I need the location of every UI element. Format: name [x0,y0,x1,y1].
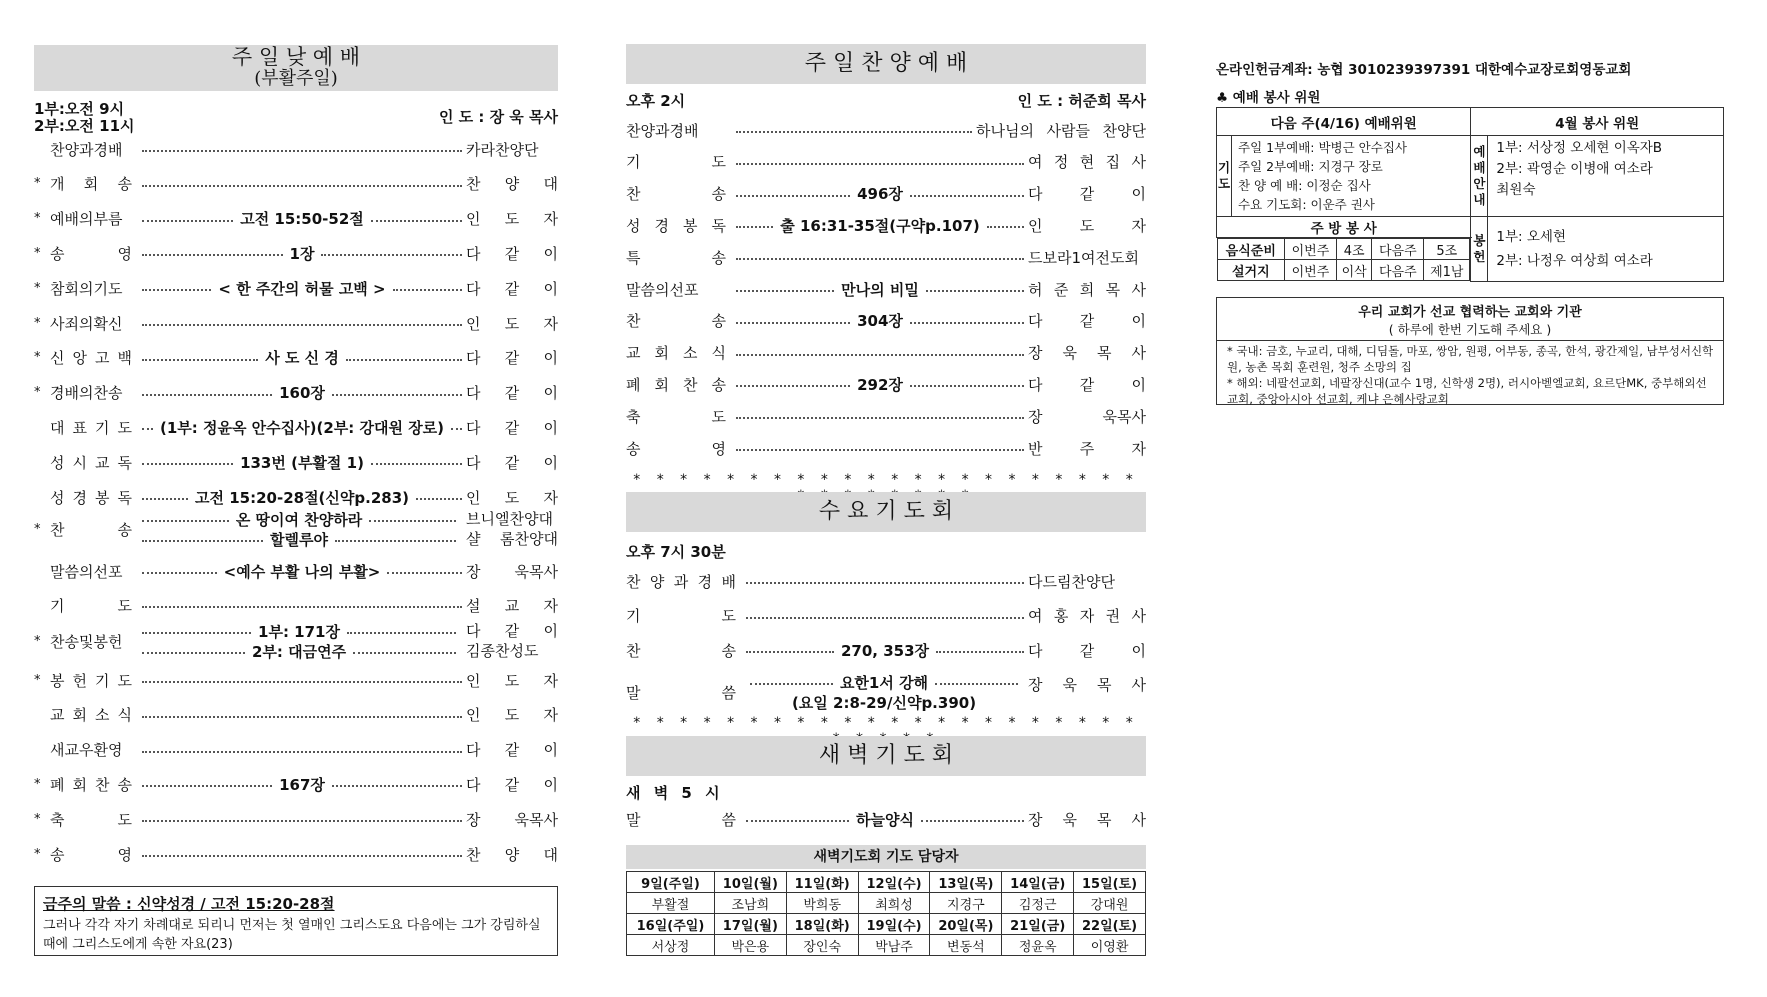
serve-assignment: 1부: 오세현 [1496,228,1566,245]
prayer-person-cell: 박희동 [786,893,858,914]
required-star: * [34,521,41,537]
weekly-word-title: 금주의 말씀 : 신약성경 / 고전 15:20-28절 [43,895,335,913]
praise-item-3-row [626,214,1146,236]
sunday-item-10-content: 고전 15:20-28절(신약p.283) [195,488,409,507]
praise-item-3-label: 성 경 봉 독 [626,216,726,235]
sunday-item-8-row [34,416,558,438]
praise-item-1-row [626,151,1146,173]
sunday-hymn-row [34,509,558,549]
prayer-person-cell: 최희성 [858,893,930,914]
praise-item-2-label: 찬 송 [626,185,726,204]
required-star: * [34,811,41,827]
sunday-closing-3-content: 167장 [279,775,325,794]
prayer-person-cell: 정윤옥 [1002,935,1074,956]
leader-dots [451,428,462,430]
prayer-person-cell: 조남희 [714,893,786,914]
required-star: * [34,385,41,401]
leader-dots [142,324,462,326]
leader-dots [387,572,462,574]
prayer-person-cell: 이영환 [1074,935,1146,956]
required-star: * [34,776,41,792]
sunday-closing-3-row [34,773,558,795]
leader-dots [736,258,1024,260]
wednesday-item-1-row [626,605,1146,627]
leader-dots [142,359,258,361]
required-star: * [34,280,41,296]
leader-dots [736,449,1024,451]
required-star: * [34,245,41,261]
leader-dots [142,394,272,396]
praise-item-6-person: 다 같 이 [1028,312,1146,331]
dawn-header [626,736,1146,776]
prayer-person-cell: 강대원 [1074,893,1146,914]
prayer-person-cell: 서상정 [627,935,715,956]
leader-dots [746,651,834,653]
praise-item-10-person: 반 주 자 [1028,439,1146,458]
leader-dots [746,582,1024,584]
leader-dots [926,290,1024,292]
prayer-person-cell: 변동석 [930,935,1002,956]
sunday-item-8-label: 대 표 기 도 [50,418,132,437]
prayer-date-cell: 21일(금) [1002,914,1074,935]
praise-item-8-row [626,373,1146,395]
prayer-duty-row [627,935,1146,956]
kitchen-cell: 다음주 [1372,239,1424,260]
sunday-closing-0-row [34,669,558,691]
praise-item-3-content: 출 16:31-35절(구약p.107) [780,216,980,235]
leader-dots [142,463,233,465]
service-committee-title: ♣ 예배 봉사 위원 [1216,90,1321,106]
wednesday-sermon-ref: (요일 2:8-29/신약p.390) [791,693,977,712]
sunday-item-0-person: 카라찬양단 [466,140,539,159]
praise-item-4-person: 드보라1여전도회 [1028,248,1139,267]
sunday-closing-3-label: 폐 회 찬 송 [50,775,132,794]
guide-list [1488,136,1724,217]
sunday-item-3-row [34,242,558,264]
guide-vertical-label: 예 배 안 내 [1471,136,1488,217]
leader-dots [142,785,272,787]
sunday-item-4-label: 참회의기도 [50,279,123,298]
wednesday-item-2-person: 다 같 이 [1028,641,1147,660]
prayer-duty-row [627,914,1146,935]
praise-item-7-row [626,342,1146,364]
sunday-item-7-label: 경배의찬송 [50,384,123,403]
sunday-service-title: 주 일 낮 예 배 [231,45,361,69]
leader-dots [416,498,462,500]
kitchen-cell: 4조 [1336,239,1372,260]
service-leader: 인 도 : 장 욱 목사 [438,108,558,126]
leader-dots [321,254,462,256]
leader-dots [142,289,211,291]
leader-dots [736,417,1024,419]
online-offering-account: 온라인헌금계좌: 농협 3010239397391 대한예수교장로회영동교회 [1216,62,1632,78]
wednesday-item-1-label: 기 도 [626,607,736,625]
praise-item-2-person: 다 같 이 [1028,185,1146,204]
sunday-hymn-content-1: 온 땅이여 찬양하라 [235,510,363,529]
praise-item-7-person: 장 욱 목 사 [1028,344,1146,363]
sunday-item-1-row [34,173,558,195]
prayer-date-cell: 12일(수) [858,872,930,893]
leader-dots [142,751,462,753]
praise-item-5-person: 허 준 희 목 사 [1028,280,1146,299]
sunday-item-9-row [34,451,558,473]
wednesday-sermon-speaker: 장 욱 목 사 [1028,676,1146,694]
prayer-date-cell: 13일(목) [930,872,1002,893]
prayer-date-cell: 19일(수) [858,914,930,935]
praise-item-0-person: 하나님의 사람들 찬양단 [976,121,1146,140]
service-time-1: 1부:오전 9시 [34,100,125,118]
sunday-closing-5-row [34,843,558,865]
sunday-closing-0-person: 인 도 자 [466,671,558,690]
wednesday-item-2-row [626,639,1146,661]
praise-item-9-row [626,405,1146,427]
kitchen-row [1217,260,1470,281]
leader-dots [346,359,462,361]
april-header: 4월 봉사 위원 [1471,108,1724,136]
prayer-date-cell: 14일(금) [1002,872,1074,893]
required-star: * [34,211,41,227]
praise-item-8-person: 다 같 이 [1028,375,1146,394]
next-week-header: 다음 주(4/16) 예배위원 [1217,108,1471,136]
sunday-item-5-label: 사죄의확신 [50,314,123,333]
serve-vertical-label: 봉 헌 [1471,217,1488,282]
kitchen-cell: 설거지 [1217,260,1285,281]
sunday-sermon-person: 장 욱목사 [466,562,559,581]
leader-dots [393,289,462,291]
kitchen-cell: 음식준비 [1217,239,1285,260]
wednesday-item-0-label: 찬 양 과 경 배 [626,572,736,591]
prayer-date-cell: 10일(월) [714,872,786,893]
mission-title: 우리 교회가 선교 협력하는 교회와 기관 [1358,305,1582,320]
prayer-person-cell: 박은용 [714,935,786,956]
sunday-item-3-person: 다 같 이 [466,244,558,263]
prayer-duty-title: 새벽기도회 기도 담당자 [813,849,959,865]
leader-dots [910,385,1024,387]
sunday-item-0-row [34,138,558,160]
sunday-closing-1-label: 교 회 소 식 [50,706,132,725]
sunday-item-0-label: 찬양과경배 [50,140,123,159]
sunday-prayer-row [34,594,558,616]
praise-service-header [626,44,1146,84]
leader-dots [142,716,462,718]
leader-dots [736,354,1024,356]
sunday-item-2-person: 인 도 자 [466,210,559,229]
sunday-item-2-label: 예배의부름 [50,210,123,229]
praise-item-10-row [626,437,1146,459]
sunday-sermon-label: 말씀의선포 [50,562,123,581]
leader-dots [910,322,1024,324]
prayer-duty-table [626,871,1146,956]
separator-stars: * * * * * * * * * * * * * * * * * * * * * * [633,472,1139,488]
praise-item-10-label: 송 영 [626,439,726,458]
praise-item-5-label: 말씀의선포 [626,280,699,299]
weekly-word-box [34,886,558,956]
praise-leader: 인 도 : 허준희 목사 [1017,92,1146,110]
wednesday-item-2-label: 찬 송 [626,641,736,660]
required-star: * [34,846,41,862]
sunday-hymn-person-1: 브니엘찬양대 [466,510,553,528]
sunday-item-7-person: 다 같 이 [466,384,558,403]
kitchen-cell: 다음주 [1372,260,1424,281]
praise-item-9-person: 장 욱목사 [1028,407,1146,426]
praise-item-6-row [626,310,1146,332]
wednesday-header [626,492,1146,532]
required-star: * [34,633,41,649]
praise-item-2-row [626,183,1146,205]
praise-item-4-label: 특 송 [626,248,726,267]
sunday-item-5-person: 인 도 자 [466,314,558,333]
dawn-title: 새 벽 기 도 회 [818,743,954,768]
prayer-assignment: 찬 양 예 배: 이정순 집사 [1238,178,1371,193]
sunday-item-6-label: 신 앙 고 백 [50,349,132,368]
leader-dots [736,195,850,197]
leader-dots [142,572,217,574]
leader-dots [142,498,188,500]
praise-item-0-label: 찬양과경배 [626,121,699,140]
prayer-date-cell: 16일(주일) [627,914,715,935]
prayer-date-cell: 22일(토) [1074,914,1146,935]
leader-dots [142,254,283,256]
prayer-assignment: 주일 1부예배: 박병근 안수집사 [1238,140,1407,155]
sunday-item-4-row [34,277,558,299]
sunday-prayer-label: 기 도 [50,596,132,615]
wednesday-sermon-title: 요한1서 강해 [839,673,929,692]
leader-dots [987,226,1024,228]
sunday-item-5-row [34,312,558,334]
praise-item-8-content: 292장 [857,375,903,394]
sunday-closing-2-label: 새교우환영 [50,741,123,760]
prayer-person-cell: 김정근 [1002,893,1074,914]
leader-dots [736,322,850,324]
separator-stars-2: * * * * * * * * * * * * * * * * * * * * * * [633,715,1139,731]
praise-item-1-person: 여 정 현 집 사 [1028,153,1146,172]
required-star: * [34,350,41,366]
dawn-speaker: 장 욱 목 사 [1028,810,1146,829]
wednesday-sermon-row [626,672,1146,712]
leader-dots [142,855,462,857]
wednesday-title: 수 요 기 도 회 [818,499,954,524]
wednesday-item-1-person: 여 홍 자 권 사 [1028,607,1146,625]
prayer-vertical-label: 기 도 [1217,136,1232,217]
sunday-closing-5-label: 송 영 [50,845,132,864]
sunday-item-9-label: 성 시 교 독 [50,453,132,472]
sunday-item-10-row [34,486,558,508]
praise-item-1-label: 기 도 [626,153,726,172]
leader-dots [910,195,1024,197]
guide-assignment: 2부: 곽영순 이병애 여소라 [1496,161,1653,177]
wednesday-sermon-label: 말 씀 [626,683,736,702]
praise-item-6-content: 304장 [857,312,903,331]
leader-dots [371,220,462,222]
sunday-item-2-content: 고전 15:50-52절 [240,210,364,229]
sunday-item-8-content: (1부: 정윤옥 안수집사)(2부: 강대원 장로) [159,418,445,437]
praise-item-9-label: 축 도 [626,407,726,426]
praise-service-title: 주 일 찬 양 예 배 [804,51,968,76]
praise-item-5-row [626,278,1146,300]
sunday-prayer-person: 설 교 자 [466,596,558,615]
sunday-offering-person-2: 김종찬성도 [466,642,539,660]
sunday-item-4-person: 다 같 이 [466,279,559,298]
prayer-date-cell: 20일(목) [930,914,1002,935]
leader-dots [332,785,462,787]
leader-dots [736,131,972,133]
leader-dots [142,606,462,608]
sunday-item-4-content: < 한 주간의 허물 고백 > [218,279,386,298]
kitchen-cell: 이삭 [1336,260,1372,281]
dawn-label: 말 씀 [626,810,736,829]
prayer-duty-header [626,845,1146,869]
kitchen-cell: 이번주 [1285,260,1337,281]
sunday-sermon-content: <예수 부활 나의 부활> [223,562,381,581]
leader-dots [736,385,850,387]
sunday-offering-person-1: 다 같 이 [466,622,558,640]
sunday-item-6-content: 사 도 신 경 [265,349,339,368]
leader-dots [371,463,462,465]
dawn-row [626,808,1146,830]
sunday-offering-label: 찬송및봉헌 [50,632,123,651]
sunday-item-7-content: 160장 [279,384,325,403]
dawn-sermon: 하늘양식 [856,810,914,829]
sunday-item-9-content: 133번 (부활절 1) [240,453,364,472]
leader-dots [736,163,1024,165]
praise-item-2-content: 496장 [857,185,903,204]
praise-item-0-row [626,119,1146,141]
kitchen-header: 주 방 봉 사 [1217,217,1471,238]
leader-dots [736,226,773,228]
dawn-time: 새 벽 5 시 [626,784,724,802]
prayer-assignment: 주일 2부예배: 지경구 장로 [1238,159,1383,174]
sunday-closing-2-row [34,739,558,761]
kitchen-cell: 이번주 [1285,239,1337,260]
prayer-person-cell: 부활절 [627,893,715,914]
praise-item-3-person: 인 도 자 [1028,216,1146,235]
mission-box [1216,297,1724,405]
kitchen-row [1217,239,1470,260]
mission-overseas: * 해외: 네팔선교회, 네팔장신대(교수 1명, 신학생 2명), 러시아벧엘교회, 요르단MK, 중부해외선교회, 중앙아시아 선교회, 케냐 은혜사랑교회 [1227,376,1707,406]
sunday-closing-4-label: 축 도 [50,810,132,829]
prayer-date-cell: 18일(화) [786,914,858,935]
sunday-item-2-row [34,208,558,230]
sunday-item-1-person: 찬 양 대 [466,175,558,194]
sunday-service-subtitle: (부활주일) [254,68,338,89]
leader-dots [746,617,1024,619]
leader-dots [736,290,834,292]
sunday-sermon-row [34,560,558,582]
praise-item-7-label: 교 회 소 식 [626,344,726,363]
leader-dots [142,428,153,430]
service-committee-table [1216,107,1724,282]
leader-dots [936,651,1024,653]
sunday-hymn-label: 찬 송 [50,520,132,539]
leader-dots [142,220,233,222]
prayer-list [1232,136,1471,217]
prayer-date-cell: 15일(토) [1074,872,1146,893]
service-time-2: 2부:오전 11시 [34,117,135,135]
required-star: * [34,176,41,192]
sunday-item-6-person: 다 같 이 [466,349,559,368]
prayer-date-cell: 11일(화) [786,872,858,893]
sunday-service-header [34,45,558,91]
leader-dots [142,150,462,152]
leader-dots [142,820,462,822]
sunday-closing-1-row [34,704,558,726]
wednesday-item-0-row [626,570,1146,592]
kitchen-cell: 5조 [1424,239,1470,260]
prayer-person-cell: 장인숙 [786,935,858,956]
prayer-assignment: 수요 기도회: 이운주 권사 [1238,197,1375,212]
prayer-duty-row [627,893,1146,914]
leader-dots [332,394,462,396]
sunday-closing-3-person: 다 같 이 [466,775,558,794]
required-star: * [34,315,41,331]
sunday-offering-content-1: 1부: 171장 [258,622,340,641]
serve-assignment: 2부: 나정우 여상희 여소라 [1496,252,1653,269]
sunday-hymn-person-2: 샬 롬찬양대 [466,530,558,548]
prayer-date-cell: 9일(주일) [627,872,715,893]
sunday-item-3-label: 송 영 [50,244,132,263]
prayer-person-cell: 지경구 [930,893,1002,914]
prayer-person-cell: 박남주 [858,935,930,956]
serve-list [1488,217,1724,282]
sunday-closing-0-label: 봉 헌 기 도 [50,671,132,690]
weekly-word-text: 그러나 각각 자기 차례대로 되리니 먼저는 첫 열매인 그리스도요 다음에는 그가 강림하실 때에 그리스도에게 속한 자요(23) [43,918,541,952]
sunday-closing-4-person: 장 욱목사 [466,810,558,829]
wednesday-item-2-content: 270, 353장 [840,641,930,660]
guide-assignment: 최원숙 [1496,182,1536,198]
sunday-closing-5-person: 찬 양 대 [466,845,558,864]
sunday-item-10-person: 인 도 자 [466,488,559,507]
sunday-offering-content-2: 2부: 대금연주 [251,642,347,661]
sunday-item-1-label: 개 회 송 [50,175,132,194]
mission-subtitle: ( 하루에 한번 기도해 주세요 ) [1388,322,1552,337]
kitchen-cell: 제1남 [1424,260,1470,281]
leader-dots [142,185,462,187]
praise-item-6-label: 찬 송 [626,312,726,331]
sunday-closing-2-person: 다 같 이 [466,741,558,760]
mission-domestic: * 국내: 금호, 누교리, 대해, 디딤돌, 마포, 쌍암, 원평, 어부동, 종곡, 한석, 광간제일, 남부성서신학원, 농촌 목회 훈련원, 청주 소망의 집 [1227,344,1714,374]
praise-time: 오후 2시 [626,92,686,110]
sunday-item-8-person: 다 같 이 [466,418,559,437]
sunday-item-10-label: 성 경 봉 독 [50,488,132,507]
sunday-item-3-content: 1장 [289,244,315,263]
wednesday-time: 오후 7시 30분 [626,543,726,561]
required-star: * [34,672,41,688]
sunday-item-7-row [34,382,558,404]
praise-item-4-row [626,246,1146,268]
sunday-item-6-row [34,347,558,369]
sunday-offering-row [34,621,558,661]
sunday-item-9-person: 다 같 이 [466,453,558,472]
praise-item-8-label: 폐 회 찬 송 [626,375,726,394]
praise-item-5-content: 만나의 비밀 [841,280,919,299]
kitchen-table [1217,238,1471,281]
sunday-closing-4-row [34,808,558,830]
prayer-duty-row [627,872,1146,893]
leader-dots [142,681,462,683]
guide-assignment: 1부: 서상정 오세현 이옥자B [1496,140,1663,156]
wednesday-item-0-person: 다드림찬양단 [1028,572,1115,591]
prayer-date-cell: 17일(월) [714,914,786,935]
sunday-closing-1-person: 인 도 자 [466,706,558,725]
sunday-hymn-content-2: 할렐루야 [270,530,328,549]
